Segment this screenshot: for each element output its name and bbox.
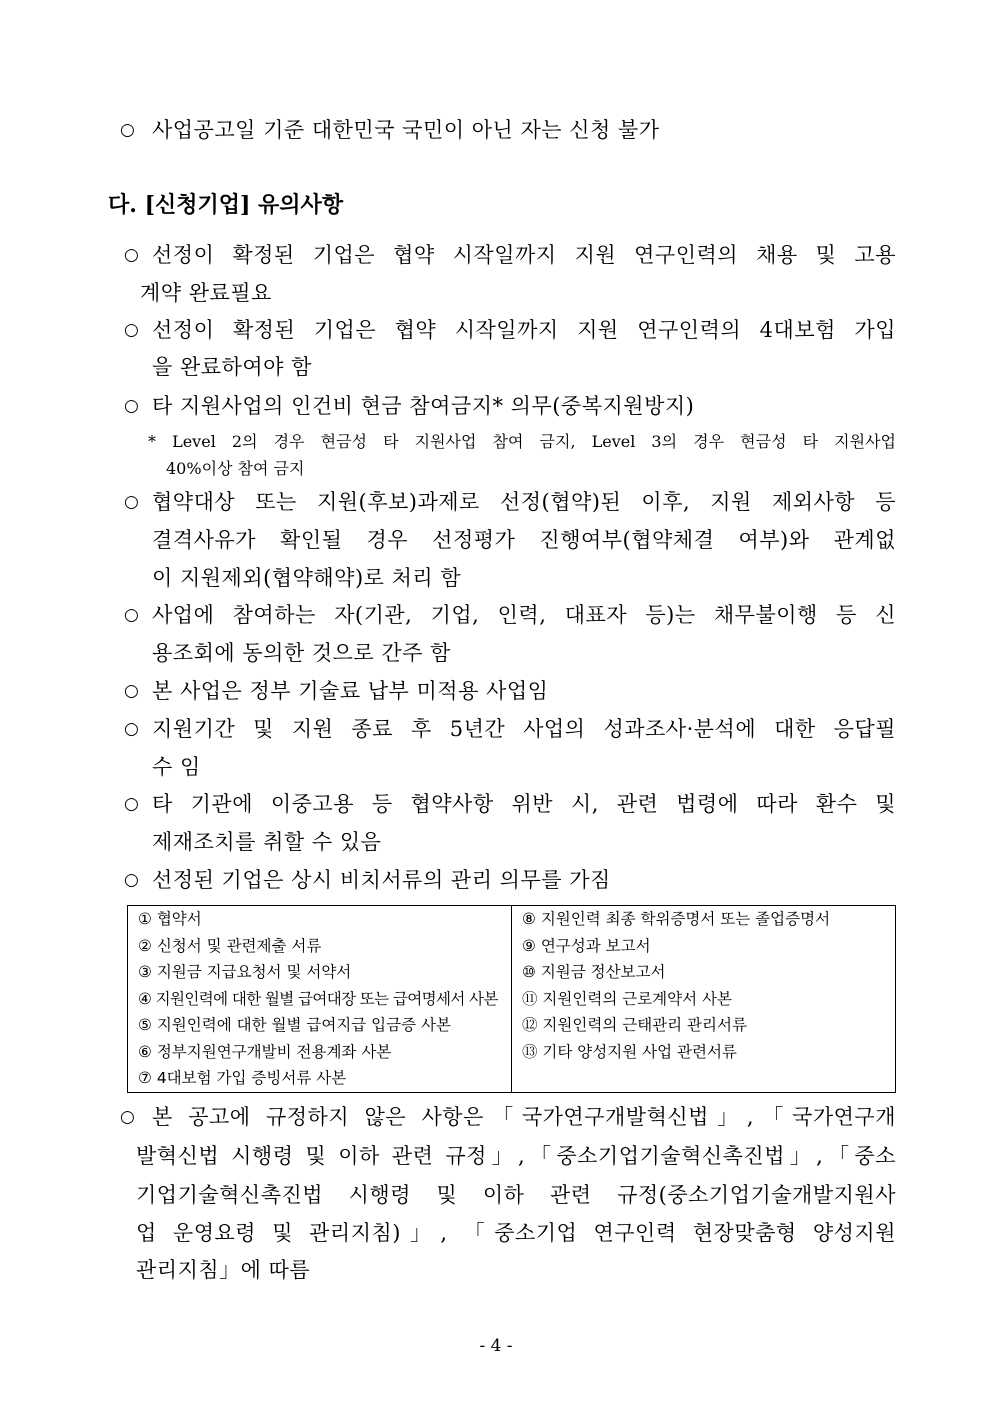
- list-item-line: 제재조치를 취할 수 있음: [152, 830, 382, 854]
- bullet-icon: ○: [124, 681, 139, 701]
- footnote-line: 40%이상 참여 금지: [166, 459, 305, 478]
- list-item-line: 수 임: [152, 755, 201, 779]
- bullet-icon: ○: [124, 794, 139, 814]
- list-item-line: 을 완료하여야 함: [152, 355, 312, 379]
- list-item-line: 선정이 확정된 기업은 협약 시작일까지 지원 연구인력의 채용 및 고용: [152, 243, 896, 267]
- list-item-line: 사업에 참여하는 자(기관, 기업, 인력, 대표자 등)는 채무불이행 등 신: [152, 603, 896, 627]
- bullet-icon: ○: [124, 245, 139, 265]
- bullet-icon: ○: [124, 605, 139, 625]
- bullet-icon: ○: [120, 1107, 135, 1127]
- documents-left-column: [128, 906, 512, 1093]
- document-item: ① 협약서: [138, 910, 202, 928]
- document-item: ⑫ 지원인력의 근태관리 관리서류: [522, 1016, 747, 1034]
- list-item-line: 타 기관에 이중고용 등 협약사항 위반 시, 관련 법령에 따라 환수 및: [152, 792, 896, 816]
- document-item: ⑩ 지원금 정산보고서: [522, 963, 666, 981]
- list-item-line: 이 지원제외(협약해약)로 처리 함: [152, 566, 462, 590]
- final-item-line: 본 공고에 규정하지 않은 사항은「국가연구개발혁신법」,「국가연구개: [152, 1105, 896, 1129]
- required-documents-table: [127, 905, 896, 1093]
- list-item-line: 타 지원사업의 인건비 현금 참여금지* 의무(중복지원방지): [152, 394, 695, 418]
- list-item-line: 계약 완료필요: [140, 281, 272, 305]
- document-item: ⑥ 정부지원연구개발비 전용계좌 사본: [138, 1042, 392, 1061]
- document-item: ③ 지원금 지급요청서 및 서약서: [138, 963, 352, 981]
- list-item-line: 선정된 기업은 상시 비치서류의 관리 의무를 가짐: [152, 868, 611, 892]
- bullet-icon: ○: [120, 120, 135, 140]
- document-item: ④ 지원인력에 대한 월별 급여대장 또는 급여명세서 사본: [138, 989, 498, 1008]
- bullet-icon: ○: [124, 320, 139, 340]
- document-item: ⑬ 기타 양성지원 사업 관련서류: [522, 1042, 737, 1061]
- document-item: ⑨ 연구성과 보고서: [522, 936, 651, 955]
- document-item: ⑪ 지원인력의 근로계약서 사본: [522, 989, 732, 1008]
- list-item-line: 지원기간 및 지원 종료 후 5년간 사업의 성과조사·분석에 대한 응답필: [152, 717, 896, 741]
- list-item-line: 결격사유가 확인될 경우 선정평가 진행여부(협약체결 여부)와 관계없: [152, 528, 896, 552]
- documents-right-column: [512, 906, 896, 1093]
- document-item: ⑤ 지원인력에 대한 월별 급여지급 입금증 사본: [138, 1016, 451, 1034]
- final-item-line: 발혁신법 시행령 및 이하 관련 규정」,「중소기업기술혁신촉진법」,「중소: [136, 1144, 896, 1168]
- list-item-line: 협약대상 또는 지원(후보)과제로 선정(협약)된 이후, 지원 제외사항 등: [152, 490, 896, 514]
- page-number: - 4 -: [479, 1336, 513, 1356]
- bullet-icon: ○: [124, 396, 139, 416]
- intro-item-text: 사업공고일 기준 대한민국 국민이 아닌 자는 신청 불가: [152, 118, 660, 142]
- document-item: ⑦ 4대보험 가입 증빙서류 사본: [138, 1069, 347, 1087]
- final-item-line: 기업기술혁신촉진법 시행령 및 이하 관련 규정(중소기업기술개발지원사: [136, 1183, 896, 1207]
- list-item-line: 용조회에 동의한 것으로 간주 함: [152, 641, 451, 665]
- bullet-icon: ○: [124, 492, 139, 512]
- list-item-line: 선정이 확정된 기업은 협약 시작일까지 지원 연구인력의 4대보험 가입: [152, 318, 896, 342]
- footnote-line: * Level 2의 경우 현금성 타 지원사업 참여 금지, Level 3의 경우 현금성 타 지원사업: [148, 432, 896, 451]
- final-item-line: 관리지침」에 따름: [136, 1258, 311, 1282]
- list-item-line: 본 사업은 정부 기술료 납부 미적용 사업임: [152, 679, 549, 703]
- final-item-line: 업 운영요령 및 관리지침)」, 「중소기업 연구인력 현장맞춤형 양성지원: [136, 1221, 896, 1245]
- bullet-icon: ○: [124, 870, 139, 890]
- document-item: ⑧ 지원인력 최종 학위증명서 또는 졸업증명서: [522, 910, 831, 928]
- bullet-icon: ○: [124, 719, 139, 739]
- section-heading: 다. [신청기업] 유의사항: [108, 192, 344, 218]
- document-item: ② 신청서 및 관련제출 서류: [138, 936, 322, 955]
